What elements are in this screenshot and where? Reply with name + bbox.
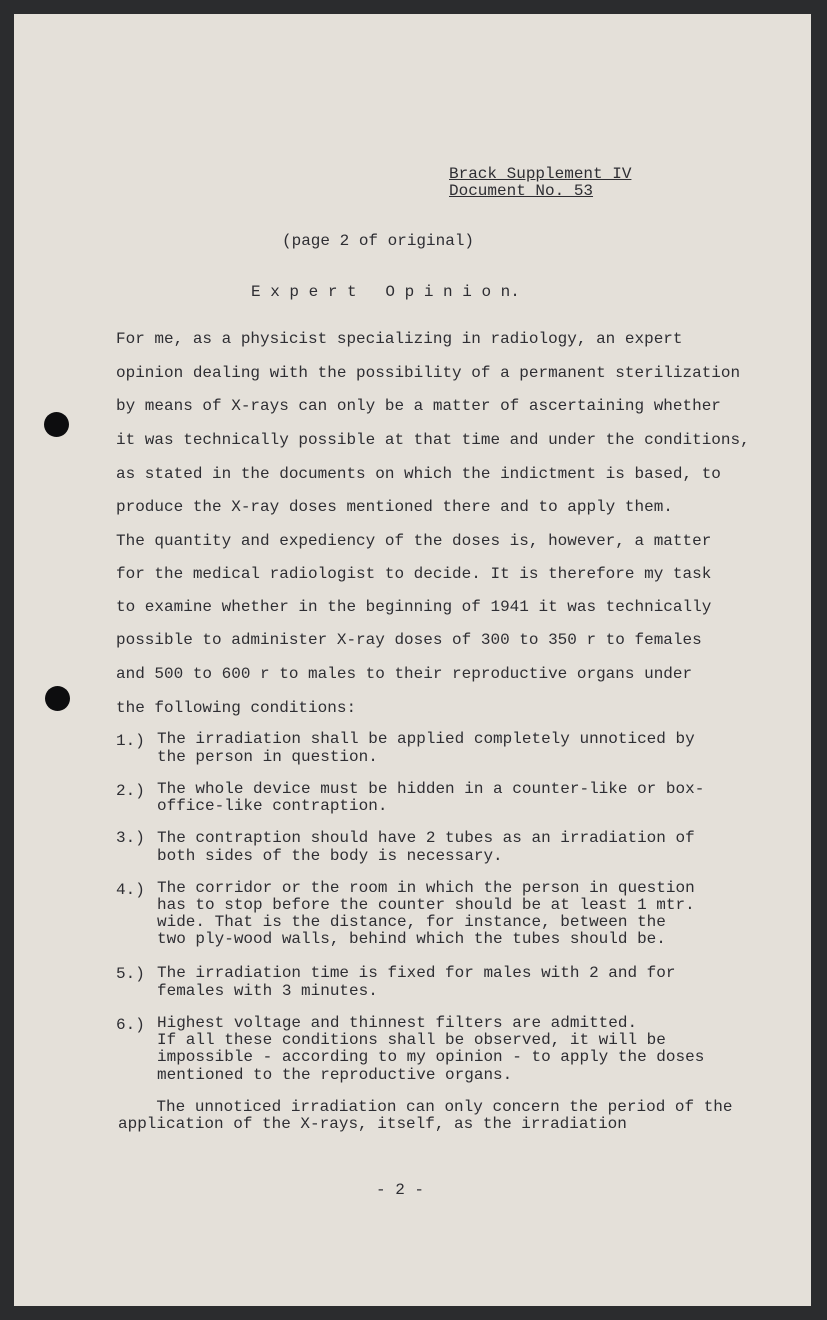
intro-line: the following conditions: <box>116 699 357 717</box>
item-line: The contraption should have 2 tubes as an irradiation of <box>157 829 695 847</box>
intro-line: produce the X-ray doses mentioned there and to apply them. <box>116 498 673 516</box>
subtitle: (page 2 of original) <box>282 232 475 250</box>
item-line: females with 3 minutes. <box>157 982 378 1000</box>
item-line: impossible - according to my opinion - to apply the doses <box>157 1048 705 1066</box>
document-title: E x p e r t O p i n i o n. <box>251 283 520 301</box>
intro-line: possible to administer X-ray doses of 300 to 350 r to females <box>116 631 702 649</box>
item-number: 4.) <box>116 881 145 899</box>
intro-line: opinion dealing with the possibility of a permanent sterilization <box>116 364 741 382</box>
intro-line: to examine whether in the beginning of 1941 it was technically <box>116 598 712 616</box>
header-line-2: Document No. 53 <box>449 182 594 200</box>
item-line: The irradiation time is fixed for males with 2 and for <box>157 964 676 982</box>
item-number: 5.) <box>116 965 145 983</box>
page-number: - 2 - <box>376 1181 425 1199</box>
intro-line: for the medical radiologist to decide. It is therefore my task <box>116 565 712 583</box>
intro-line: and 500 to 600 r to males to their reproductive organs under <box>116 665 693 683</box>
item-line: The whole device must be hidden in a counter-like or box- <box>157 780 705 798</box>
item-line: the person in question. <box>157 748 378 766</box>
header-line-1: Brack Supplement IV <box>449 165 632 183</box>
closing-line: application of the X-rays, itself, as the irradiation <box>118 1115 627 1133</box>
item-line: The irradiation shall be applied completely unnoticed by <box>157 730 695 748</box>
item-line: has to stop before the counter should be at least 1 mtr. <box>157 896 695 914</box>
item-line: wide. That is the distance, for instance, between the <box>157 913 666 931</box>
item-line: If all these conditions shall be observed, it will be <box>157 1031 666 1049</box>
item-number: 2.) <box>116 782 145 800</box>
item-number: 3.) <box>116 829 145 847</box>
punch-hole <box>45 686 70 711</box>
intro-line: it was technically possible at that time and under the conditions, <box>116 431 750 449</box>
item-line: both sides of the body is necessary. <box>157 847 503 865</box>
item-number: 6.) <box>116 1016 145 1034</box>
intro-line: For me, as a physicist specializing in radiology, an expert <box>116 330 683 348</box>
item-line: The corridor or the room in which the person in question <box>157 879 695 897</box>
intro-line: as stated in the documents on which the indictment is based, to <box>116 465 721 483</box>
item-line: mentioned to the reproductive organs. <box>157 1066 513 1084</box>
intro-line: by means of X-rays can only be a matter of ascertaining whether <box>116 397 721 415</box>
item-line: two ply-wood walls, behind which the tubes should be. <box>157 930 666 948</box>
item-number: 1.) <box>116 732 145 750</box>
punch-hole <box>44 412 69 437</box>
closing-line: The unnoticed irradiation can only concern the period of the <box>118 1098 733 1116</box>
item-line: Highest voltage and thinnest filters are admitted. <box>157 1014 638 1032</box>
intro-line: The quantity and expediency of the doses is, however, a matter <box>116 532 712 550</box>
item-line: office-like contraption. <box>157 797 388 815</box>
